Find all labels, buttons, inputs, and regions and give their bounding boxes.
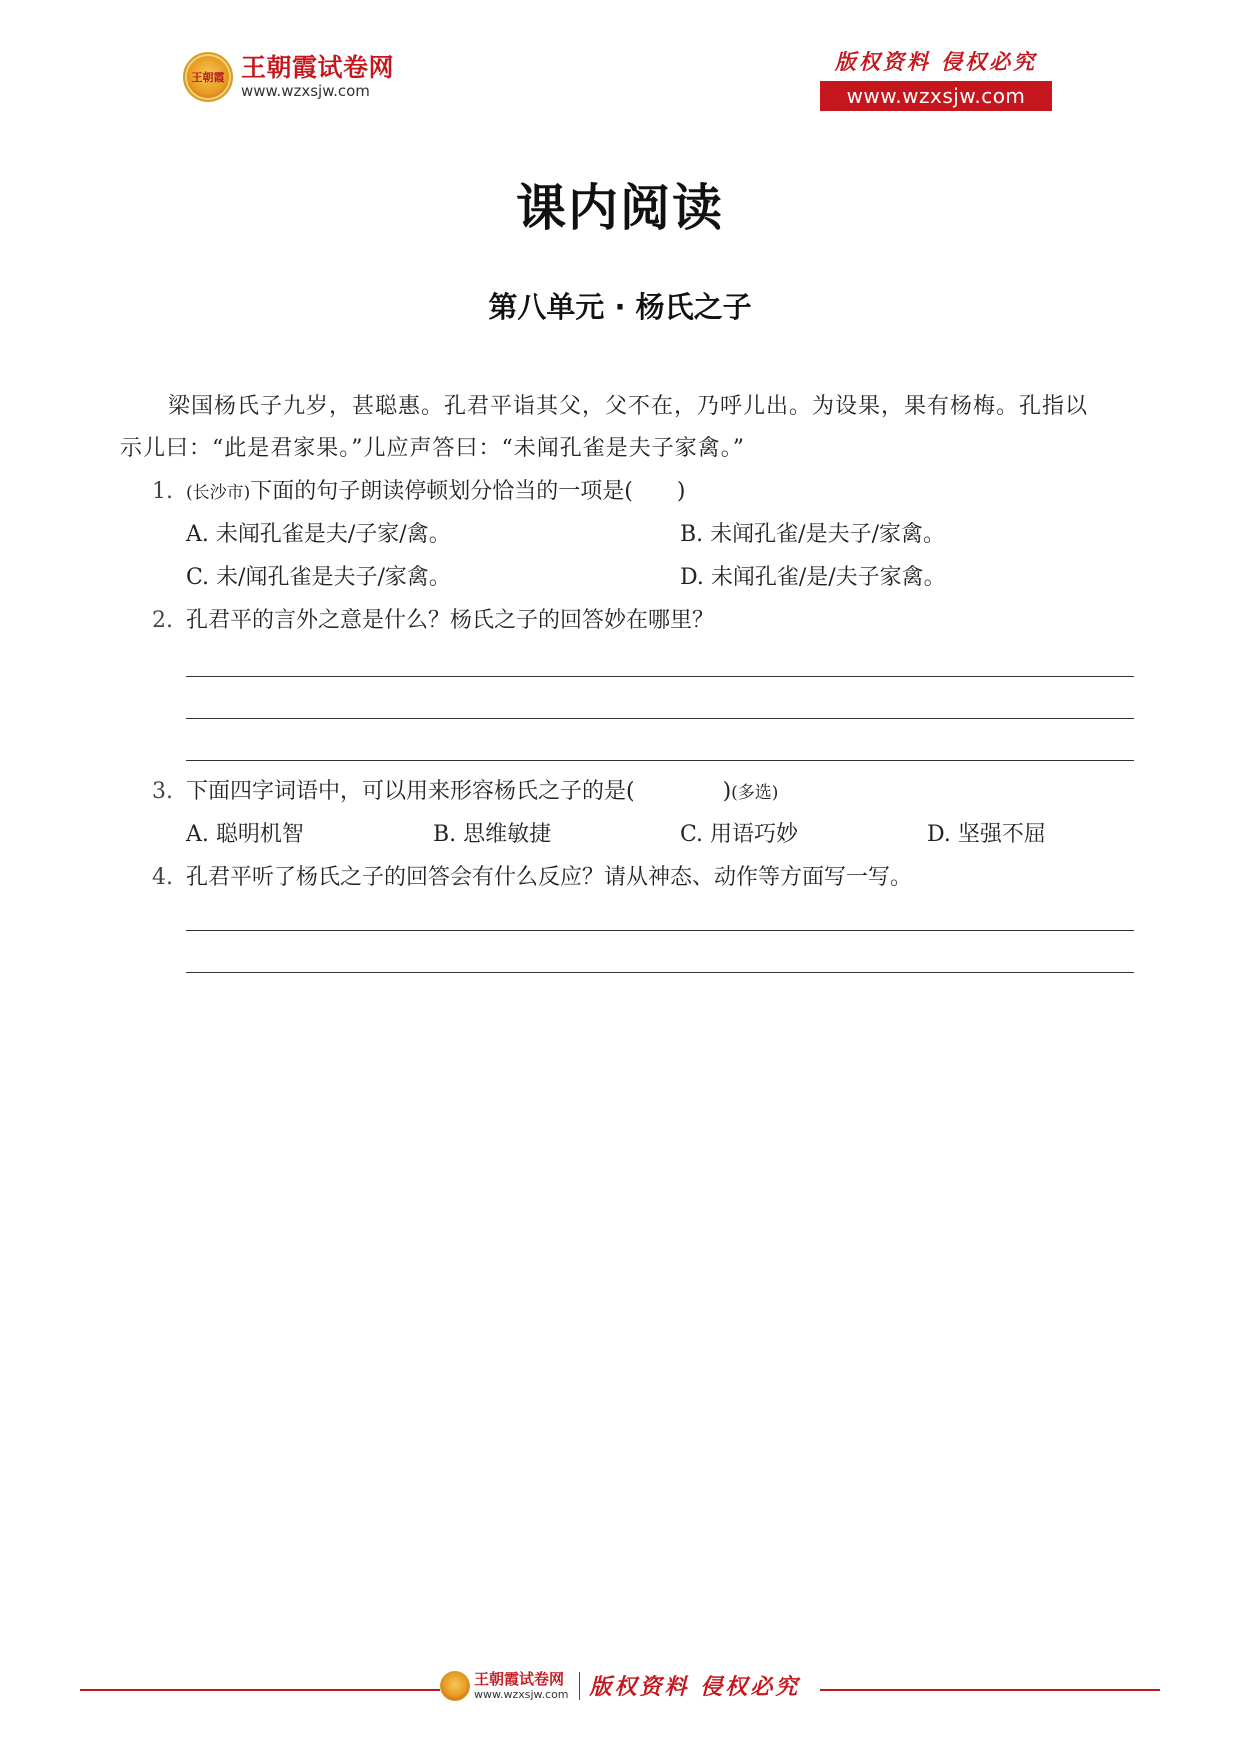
question-3 bbox=[152, 774, 778, 805]
reading-passage bbox=[120, 386, 1130, 470]
option-a: A. 未闻孔雀是夫/子家/禽。 bbox=[186, 522, 451, 547]
answer-line bbox=[186, 930, 1134, 931]
question-number: 3. bbox=[152, 779, 173, 804]
option-a: A. 聪明机智 bbox=[186, 822, 304, 847]
seal-logo-icon bbox=[183, 52, 233, 102]
option-c: C. 用语巧妙 bbox=[680, 822, 799, 847]
passage-line: 梁国杨氏子九岁，甚聪惠。孔君平诣其父，父不在，乃呼儿出。为设果，果有杨梅。孔指以 bbox=[168, 394, 1089, 419]
option-d: D. 坚强不屈 bbox=[927, 822, 1046, 847]
question-2 bbox=[152, 603, 714, 634]
footer-divider bbox=[579, 1672, 580, 1700]
page-title: 课内阅读 bbox=[516, 179, 724, 237]
logo-name: 王朝霞试卷网 bbox=[241, 53, 395, 82]
question-number: 2. bbox=[152, 608, 173, 633]
option-d: D. 未闻孔雀/是/夫子家禽。 bbox=[680, 565, 946, 590]
question-source: (长沙市) bbox=[186, 483, 251, 503]
question-text: 孔君平的言外之意是什么？杨氏之子的回答妙在哪里？ bbox=[186, 608, 715, 633]
logo-url: www.wzxsjw.com bbox=[241, 82, 370, 100]
seal-text: 王朝霞 bbox=[191, 71, 225, 84]
option-c: C. 未/闻孔雀是夫子/家禽。 bbox=[186, 565, 451, 590]
passage-line: 示儿曰：“此是君家果。”儿应声答曰：“未闻孔雀是夫子家禽。” bbox=[120, 436, 745, 461]
footer-logo-name: 王朝霞试卷网 bbox=[474, 1669, 565, 1688]
footer-rule-right bbox=[820, 1689, 1160, 1691]
question-4 bbox=[152, 860, 912, 891]
page-subtitle: 第八单元 · 杨氏之子 bbox=[488, 290, 752, 324]
question-note: (多选) bbox=[731, 783, 779, 803]
answer-line bbox=[186, 972, 1134, 973]
answer-line bbox=[186, 676, 1134, 677]
page-footer bbox=[80, 1667, 1160, 1711]
copyright-url: www.wzxsjw.com bbox=[820, 81, 1052, 111]
question-1 bbox=[152, 474, 685, 505]
option-b: B. 思维敏捷 bbox=[433, 822, 552, 847]
question-text: 下面的句子朗读停顿划分恰当的一项是( ) bbox=[250, 479, 686, 504]
copyright-banner bbox=[820, 46, 1052, 111]
copyright-text: 版权资料 侵权必究 bbox=[834, 49, 1038, 74]
footer-copyright: 版权资料 侵权必究 bbox=[589, 1674, 801, 1700]
question-number: 4. bbox=[152, 865, 173, 890]
answer-line bbox=[186, 718, 1134, 719]
footer-logo-url: www.wzxsjw.com bbox=[474, 1687, 569, 1701]
question-number: 1. bbox=[152, 479, 173, 504]
question-text: 孔君平听了杨氏之子的回答会有什么反应？请从神态、动作等方面写一写。 bbox=[186, 865, 913, 890]
footer-rule-left bbox=[80, 1689, 440, 1691]
option-b: B. 未闻孔雀/是夫子/家禽。 bbox=[680, 522, 945, 547]
answer-line bbox=[186, 760, 1134, 761]
site-logo bbox=[183, 52, 394, 102]
footer-seal-icon bbox=[440, 1671, 470, 1701]
question-text: 下面四字词语中，可以用来形容杨氏之子的是( ) bbox=[186, 779, 732, 804]
